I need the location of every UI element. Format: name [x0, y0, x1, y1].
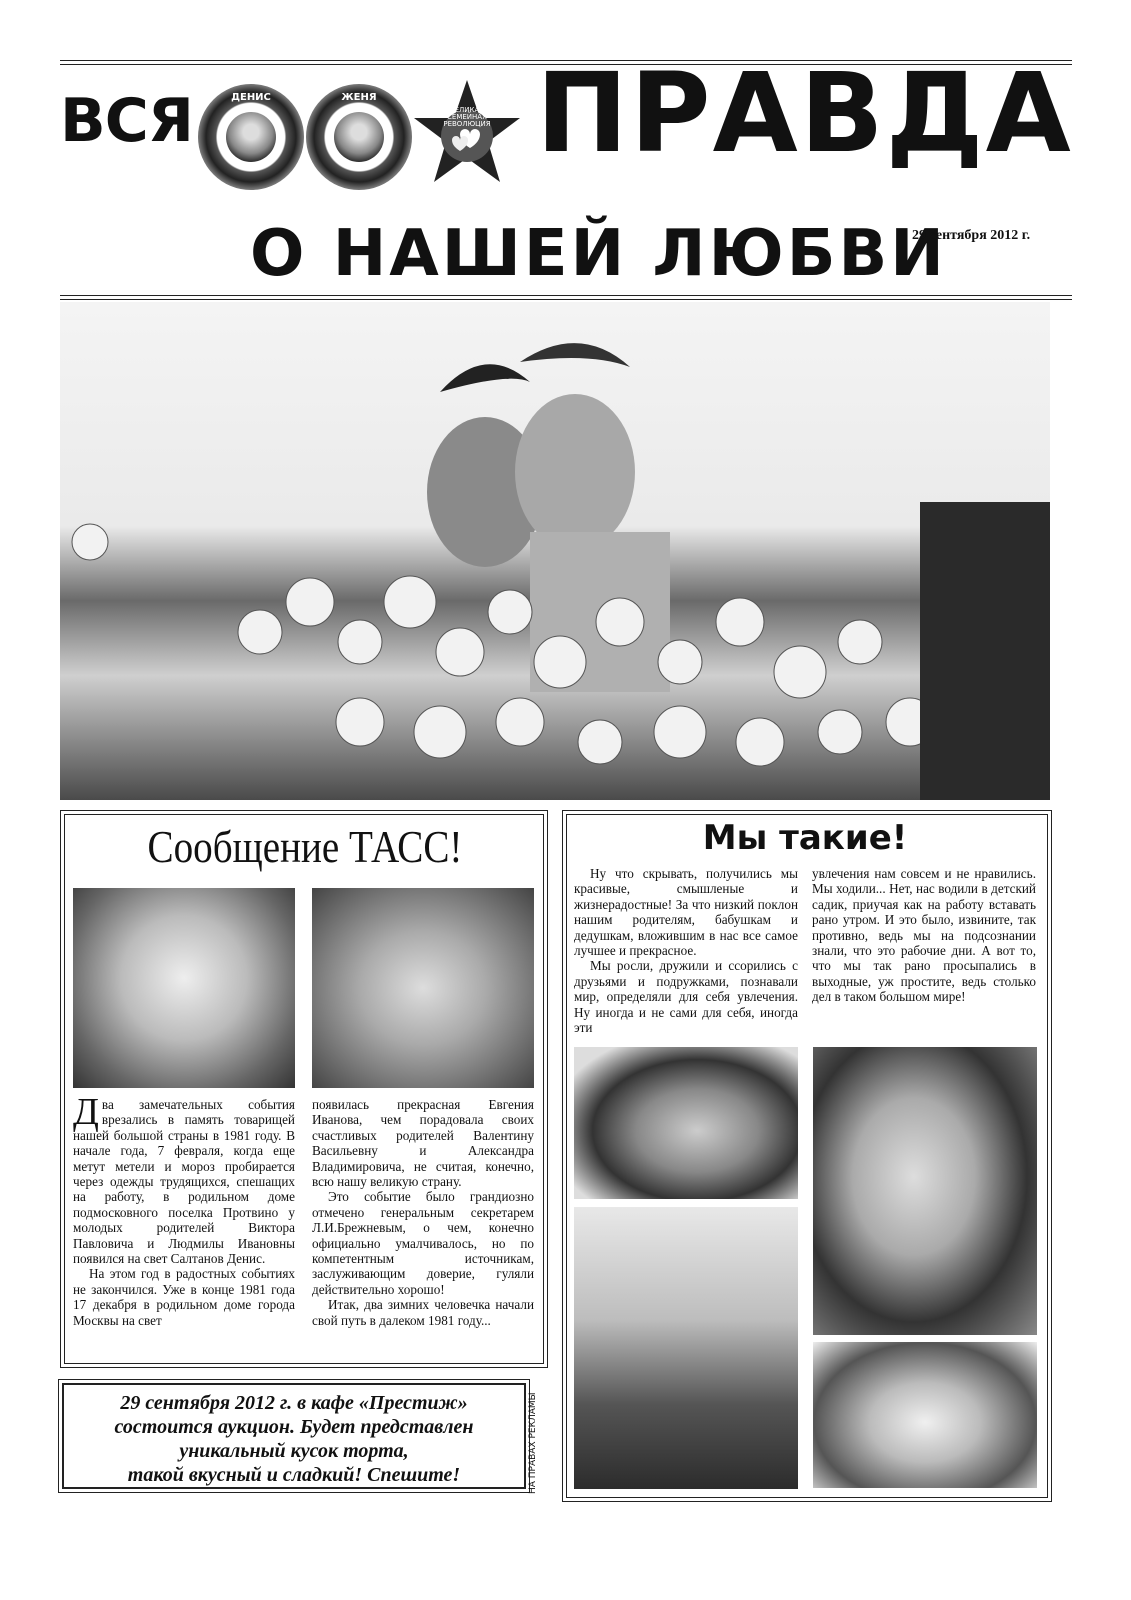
auction-line: такой вкусный и сладкий! Спешите!	[127, 1464, 461, 1486]
auction-line: 29 сентября 2012 г. в кафе «Престиж»	[120, 1392, 468, 1414]
paragraph: Ну что скрывать, получились мы красивые, смышленые и жизнерадостные! За что низкий поклон нашим родителям, бабушкам и дедушкам, вложившим в нас все самое лучшее и прекрасное.	[574, 866, 798, 959]
paragraph: увлечения нам совсем и не нравились. Мы ходили... Нет, нас водили в детский садик, приучая как на работу вставать рано утром. И это было, извините, так противно, ведь мы на подсознании знали, что это рабочие дни. А вот то, что мы так рано просыпались в выходные, уж простите, ведь столько дел в таком большом мире!	[812, 866, 1036, 1005]
masthead-title: ПРАВДА	[536, 49, 1073, 177]
couple-with-flowers-photo	[60, 302, 1050, 800]
we-column-1	[574, 866, 798, 1035]
portrait-icon	[334, 112, 384, 162]
masthead-subtitle: О НАШЕЙ ЛЮБВИ	[250, 217, 947, 291]
tass-column-1	[73, 1091, 295, 1328]
child-accordion-photo	[813, 1047, 1037, 1335]
auction-line: состоится аукцион. Будет представлен	[114, 1416, 474, 1438]
auction-line: уникальный кусок торта,	[179, 1440, 409, 1462]
tass-headline: Сообщение ТАСС!	[147, 821, 463, 872]
paragraph: Это событие было грандиозно отмечено генеральным секретарем Л.И.Брежневым, о чем, конечно официально умалчивалось, но по компетентным источникам, заслуживающим доверие, гуляли действительно хорошо!	[312, 1189, 534, 1297]
auction-ad	[62, 1383, 526, 1489]
issue-date: 29 сентября 2012 г.	[912, 228, 1031, 243]
child-garden-photo	[813, 1342, 1037, 1488]
badge-denis	[198, 84, 304, 190]
paragraph: Мы росли, дружили и ссорились с друзьями и подружками, познавали мир, определяли для себя увлечения. Ну иногда и не сами для себя, иногда эти	[574, 958, 798, 1036]
portrait-icon	[226, 112, 276, 162]
badge-name: ДЕНИС	[231, 92, 271, 103]
badge-zhenya	[306, 84, 412, 190]
paragraph: ва замечательных события врезались в память товарищей нашей большой страны в 1981 году. В начале года, 7 февраля, когда еще метут метели и мороз пробирается через одежды трудящихся, спешащих на работу, в родильном доме подмосковного поселка Протвино у молодых родителей Виктора Павловича и Людмилы Ивановны появился на свет Салтанов Денис.	[73, 1097, 295, 1267]
tass-column-2	[312, 1097, 534, 1328]
star-line: СЕМЕЙНАЯ	[447, 113, 487, 121]
paragraph: Итак, два зимних человечка начали свой путь в далеком 1981 году...	[312, 1297, 534, 1328]
masthead-word-left: ВСЯ	[60, 86, 193, 156]
baby-denis-photo	[73, 888, 295, 1088]
paragraph: На этом год в радостных событиях не закончился. Уже в конце 1981 года 17 декабря в родильном доме города Москвы на свет	[73, 1266, 295, 1328]
we-column-2	[812, 866, 1036, 1005]
we-headline: Мы такие!	[702, 818, 908, 858]
badge-name: ЖЕНЯ	[341, 92, 377, 103]
child-winter-photo	[574, 1047, 798, 1199]
photo-illustration	[60, 302, 1050, 800]
baby-zhenya-photo	[312, 888, 534, 1088]
star-line: РЕВОЛЮЦИЯ	[443, 120, 491, 128]
masthead-bottom-rule-2	[60, 299, 1072, 300]
dropcap: Д	[73, 1091, 99, 1133]
red-star-hearts-icon	[412, 78, 522, 188]
star-line: ВЕЛИКАЯ	[449, 106, 485, 114]
child-swing-photo	[574, 1207, 798, 1489]
ad-disclaimer: НА ПРАВАХ РЕКЛАМЫ	[528, 1392, 538, 1494]
paragraph: появилась прекрасная Евгения Иванова, чем порадовала своих счастливых родителей Валентину Васильевну и Александра Владимировича, не считая, конечно, всю нашу великую страну.	[312, 1097, 534, 1190]
masthead-bottom-rule	[60, 295, 1072, 296]
